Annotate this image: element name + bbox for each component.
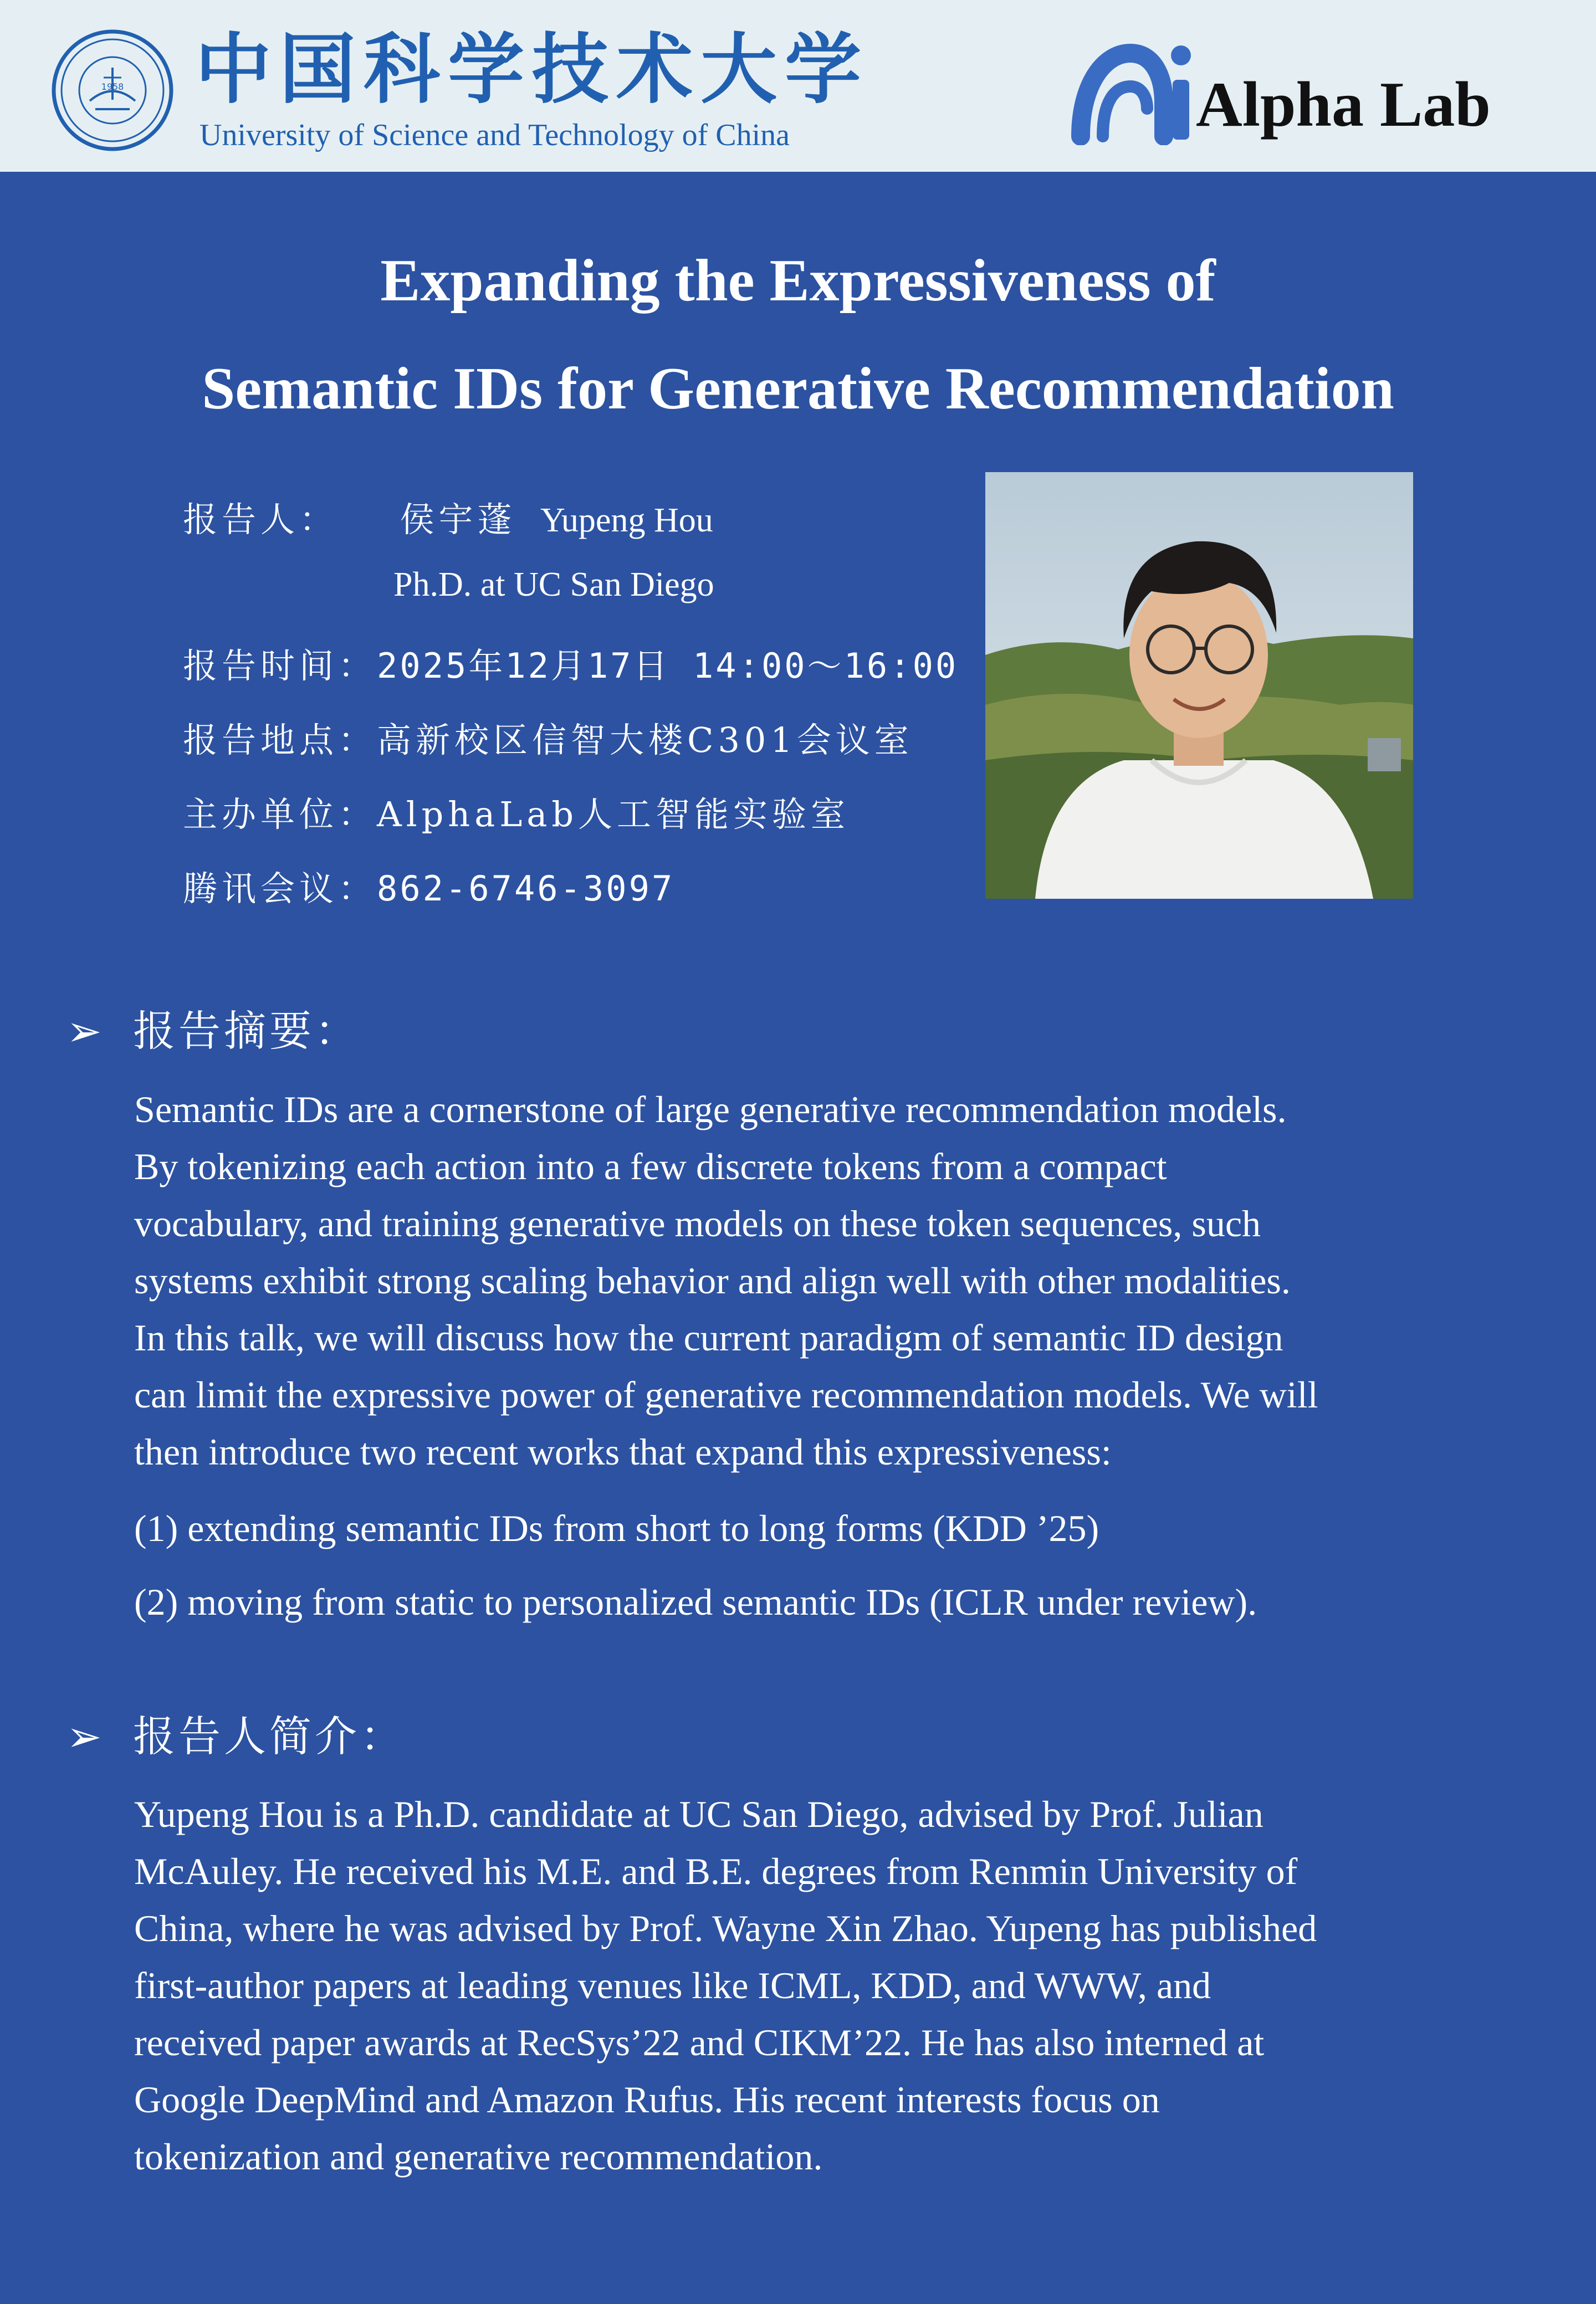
time-label: 报告时间： <box>183 646 377 686</box>
time-row <box>183 638 958 688</box>
place-value: 高新校区信智大楼C301会议室 <box>377 720 913 760</box>
seal-year: 1958 <box>101 81 124 92</box>
abstract-heading <box>66 997 360 1058</box>
speaker-row <box>183 492 713 541</box>
abstract-item-1: (1) extending semantic IDs from short to long forms (KDD ’25) <box>134 1507 1099 1549</box>
abstract-paragraph <box>134 1081 1318 1481</box>
meeting-label: 腾讯会议： <box>183 868 377 909</box>
speaker-name-en: Yupeng Hou <box>540 501 713 539</box>
host-label: 主办单位： <box>183 794 377 834</box>
place-row <box>183 713 913 762</box>
bio-line: received paper awards at RecSys’22 and CIKM’22. He has also interned at <box>134 2021 1265 2064</box>
abstract-line: vocabulary, and training generative models on these token sequences, such <box>134 1202 1261 1245</box>
host-value: AlphaLab人工智能实验室 <box>377 794 850 834</box>
abstract-line: In this talk, we will discuss how the current paradigm of semantic ID design <box>134 1317 1283 1359</box>
university-name-cn: 中国科学技术大学 <box>195 24 869 114</box>
bio-line: Yupeng Hou is a Ph.D. candidate at UC San Diego, advised by Prof. Julian <box>134 1793 1264 1835</box>
abstract-heading-text: 报告摘要： <box>133 1006 360 1056</box>
time-value: 2025年12月17日 14:00～16:00 <box>377 646 959 686</box>
alpha-lab-name: Alpha Lab <box>1196 69 1491 140</box>
bio-line: first-author papers at leading venues like ICML, KDD, and WWW, and <box>134 1964 1211 2006</box>
bio-heading <box>66 1703 406 1763</box>
abstract-line: By tokenizing each action into a few discrete tokens from a compact <box>134 1145 1167 1187</box>
speaker-name-cn: 侯宇蓬 <box>400 499 516 540</box>
abstract-item-2: (2) moving from static to personalized semantic IDs (ICLR under review). <box>134 1581 1257 1623</box>
meeting-id: 862-6746-3097 <box>377 868 675 909</box>
bio-line: Google DeepMind and Amazon Rufus. His recent interests focus on <box>134 2078 1160 2121</box>
speaker-photo <box>985 472 1413 899</box>
bio-line: McAuley. He received his M.E. and B.E. degrees from Renmin University of <box>134 1850 1298 1892</box>
bio-line: China, where he was advised by Prof. Wayne Xin Zhao. Yupeng has published <box>134 1907 1317 1949</box>
speaker-affiliation: Ph.D. at UC San Diego <box>393 566 714 603</box>
speaker-label: 报告人： <box>183 499 339 540</box>
arrowhead-bullet-icon: ➢ <box>66 1712 105 1761</box>
talk-title-line-1: Expanding the Expressiveness of <box>380 248 1216 314</box>
place-label: 报告地点： <box>183 720 377 760</box>
bio-heading-text: 报告人简介： <box>133 1712 406 1761</box>
arrowhead-bullet-icon: ➢ <box>66 1006 105 1056</box>
ustc-seal-logo <box>51 29 174 152</box>
abstract-line: systems exhibit strong scaling behavior and align well with other modalities. <box>134 1259 1291 1302</box>
abstract-line: Semantic IDs are a cornerstone of large generative recommendation models. <box>134 1088 1287 1130</box>
meeting-row <box>183 861 674 910</box>
talk-title-line-2: Semantic IDs for Generative Recommendation <box>202 356 1394 422</box>
abstract-line: then introduce two recent works that expand this expressiveness: <box>134 1431 1112 1473</box>
bio-paragraph <box>134 1786 1317 2185</box>
university-name-en: University of Science and Technology of China <box>200 118 790 152</box>
bio-line: tokenization and generative recommendation. <box>134 2136 823 2178</box>
alpha-lab-logo-icon <box>1070 37 1193 145</box>
header-band <box>0 0 1596 172</box>
host-row <box>183 787 850 836</box>
abstract-line: can limit the expressive power of generative recommendation models. We will <box>134 1374 1318 1416</box>
